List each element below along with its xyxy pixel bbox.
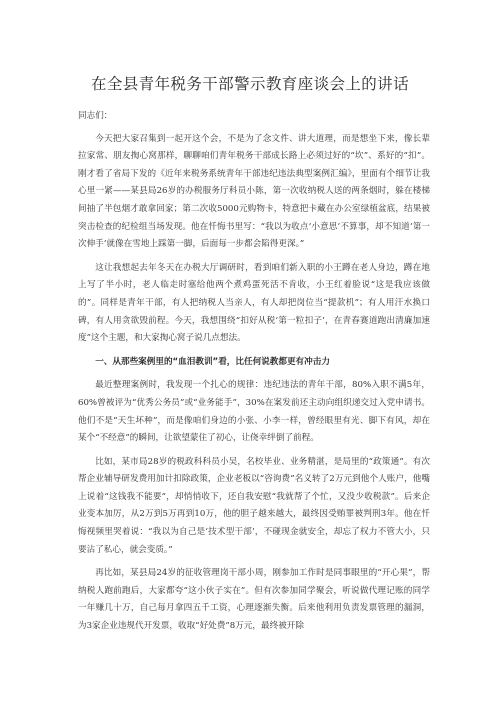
- section-paragraph-3: 再比如，某县局24岁的征收管理岗干部小周，刚参加工作时是同事眼里的“开心果”，帮纳税人跑前跑后，大家都夸“这小伙子实在”。但有次参加同学聚会，听说做代理记账的同学一年赚几十万，自己每月拿四五千工资，心理逐渐失衡。后来他利用负责发票管理的漏洞，为3家企业违规代开发票，收取“好处费”8万元，最终被开除: [78, 568, 430, 632]
- section-heading: 一、从那些案例里的“血泪教训”看，比任何说教都更有冲击力: [95, 356, 330, 367]
- paragraph-1: 今天把大家召集到一起开这个会，不是为了念文件、讲大道理，而是想坐下来，像长辈拉家常、朋友掏心窝那样，聊聊咱们青年税务干部成长路上必须过好的“坎”、系好的“扣”。刚才看了省局下发的《近年来税务系统青年干部违纪违法典型案例汇编》，里面有个细节让我心里一紧——某县局26岁的办税服务厅科员小陈，第一次收纳税人送的两条烟时，躲在楼梯间抽了半包烟才敢拿回家；第二次收5000元购物卡，特意把卡藏在办公室绿植盆底，结果被突击检查的纪检组当场发现。他在忏悔书里写：“我以为收点‘小意思’不算事，却不知道‘第一次伸手’就像在雪地上踩第一脚，后面每一步都会陷得更深。”: [78, 133, 430, 250]
- paragraph-2: 这让我想起去年冬天在办税大厅调研时，看到咱们新入职的小王蹲在老人身边，蹲在地上写了半小时，老人临走时塞给他两个煮鸡蛋死活不肯收，小王红着脸说“这是我应该做的”。同样是青年干部，有人把纳税人当亲人，有人却把岗位当“提款机”；有人用汗水换口碑，有人用贪欲毁前程。今天，我想围绕“扣好从税‘第一粒扣子’，在青春赛道跑出清廉加速度”这个主题，和大家掏心窝子说几点想法。: [78, 262, 430, 344]
- section-paragraph-1: 最近整理案例时，我发现一个扎心的规律：违纪违法的青年干部，80%入职不满5年，60%曾被评为“优秀公务员”或“业务能手”，30%在案发前还主动向组织递交过入党申请书。他们不是“天生坏种”，而是像咱们身边的小张、小李一样，曾经眼里有光、脚下有风，却在某个“不经意”的瞬间，让欲望蒙住了初心，让侥幸绊倒了前程。: [78, 380, 430, 444]
- document-body: [78, 108, 430, 642]
- salutation: 同志们：: [78, 111, 113, 121]
- document-title: 在全县青年税务干部警示教育座谈会上的讲话: [90, 75, 409, 93]
- section-paragraph-2: 比如，某市局28岁的税政科科员小吴，名校毕业、业务精湛，是局里的“政策通”。有次帮企业辅导研发费用加计扣除政策，企业老板以“咨询费”名义转了2万元到他个人账户，他嘴上说着“这钱我不能要”，却悄悄收下，还自我安慰“我就帮了个忙，又没少收税款”。后来企业变本加厉，从2万到5万再到10万，他的胆子越来越大，最终因受贿罪被判刑3年。他在忏悔视频里哭着说：“我以为自己是‘技术型干部’，不碰现金就安全，却忘了权力不管大小，只要沾了私心，就会变质。”: [78, 456, 430, 555]
